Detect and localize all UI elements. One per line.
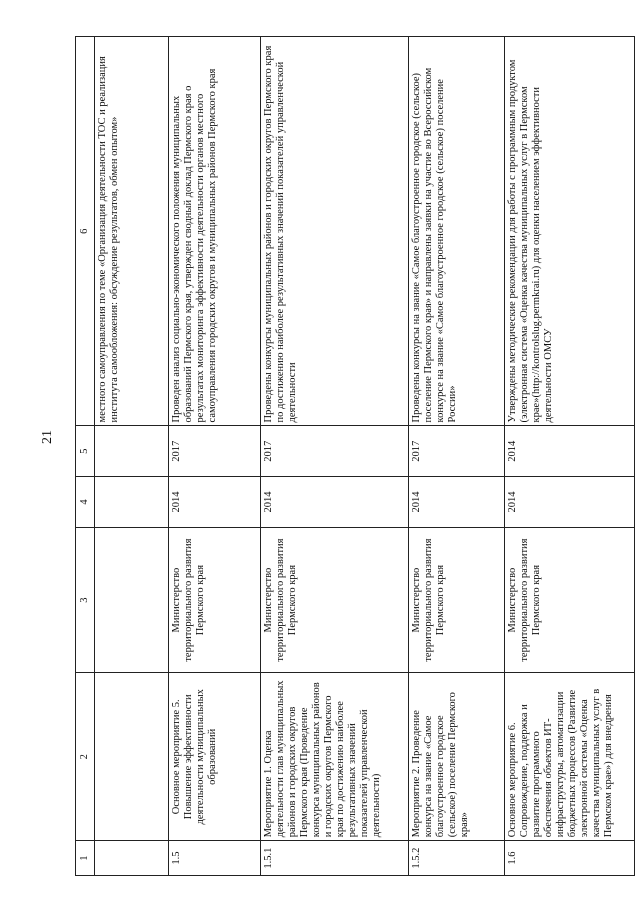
start-year (95, 477, 169, 528)
executor: Министерство территориального развития Пермского края (261, 527, 409, 673)
start-year: 2014 (409, 477, 505, 528)
expected-result: Проведены конкурсы на звание «Самое благоустроенное городское (сельское) поселение Пермского края» и направлены заявки на участие во Всероссийском конкурсе на звание «Самое благоустроенное городское (сельское) поселение России» (409, 37, 505, 426)
row-number: 1.5.2 (409, 841, 505, 876)
table-row (505, 37, 635, 876)
start-year: 2014 (261, 477, 409, 528)
expected-result: Утверждены методические рекомендации для работы с программным продуктом (электронная система «Оценка качества муниципальных услуг в Пермском крае»(http://kontrolslug.permkrai.ru) для оценки населением эффективности деятельности ОМСУ (505, 37, 635, 426)
header-cell: 1 (76, 841, 95, 876)
end-year: 2017 (409, 426, 505, 477)
end-year (95, 426, 169, 477)
table-row (95, 37, 169, 876)
table-row (169, 37, 261, 876)
header-cell: 2 (76, 673, 95, 841)
row-number: 1.5.1 (261, 841, 409, 876)
row-number: 1.5 (169, 841, 261, 876)
start-year: 2014 (169, 477, 261, 528)
executor: Министерство территориального развития Пермского края (505, 527, 635, 673)
executor: Министерство территориального развития Пермского края (409, 527, 505, 673)
measure-name: Мероприятие 1. Оценка деятельности глав муниципальных районов и городских округов Пермского края (Проведение конкурса муниципальных районов и городских округов Пермского края по достижению наиболее результативных значений показателей управленческой деятельности) (261, 673, 409, 841)
executor: Министерство территориального развития Пермского края (169, 527, 261, 673)
measure-name: Основное мероприятие 5. Повышение эффективности деятельности муниципальных образований (169, 673, 261, 841)
row-number (95, 841, 169, 876)
end-year: 2017 (169, 426, 261, 477)
measure-name: Основное мероприятие 6. Сопровождение, поддержка и развитие программного обеспечения объектов ИТ-инфраструктуры, автоматизации бюджетных процессов (Развитие электронной системы «Оценка качества муниципальных услуг в Пермском крае») для внедрения (505, 673, 635, 841)
measure-name (95, 673, 169, 841)
measures-table (75, 36, 635, 876)
header-cell: 4 (76, 477, 95, 528)
table-row (261, 37, 409, 876)
expected-result: Проведены конкурсы муниципальных районов и городских округов Пермского края по достижению наиболее результативных значений показателей управленческой деятельности (261, 37, 409, 426)
start-year: 2014 (505, 477, 635, 528)
row-number: 1.6 (505, 841, 635, 876)
rotated-table-container (75, 36, 620, 876)
header-cell: 3 (76, 527, 95, 673)
table-header-row (76, 37, 95, 876)
executor (95, 527, 169, 673)
end-year: 2017 (261, 426, 409, 477)
expected-result: местного самоуправления по теме «Организация деятельности ТОС и реализация института самообложения: обсуждение результатов, обмен опытом» (95, 37, 169, 426)
header-cell: 6 (76, 37, 95, 426)
end-year: 2014 (505, 426, 635, 477)
header-cell: 5 (76, 426, 95, 477)
expected-result: Проведен анализ социально-экономического положения муниципальных образований Пермского края, утвержден сводный доклад Пермского края о результатах мониторинга эффективности деятельности органов местного самоуправления городских округов и муниципальных районов Пермского края (169, 37, 261, 426)
table-row (409, 37, 505, 876)
page-number: 21 (40, 430, 55, 444)
measure-name: Мероприятие 2. Проведение конкурса на звание «Самое благоустроенное городское (сельское) поселение Пермского края» (409, 673, 505, 841)
